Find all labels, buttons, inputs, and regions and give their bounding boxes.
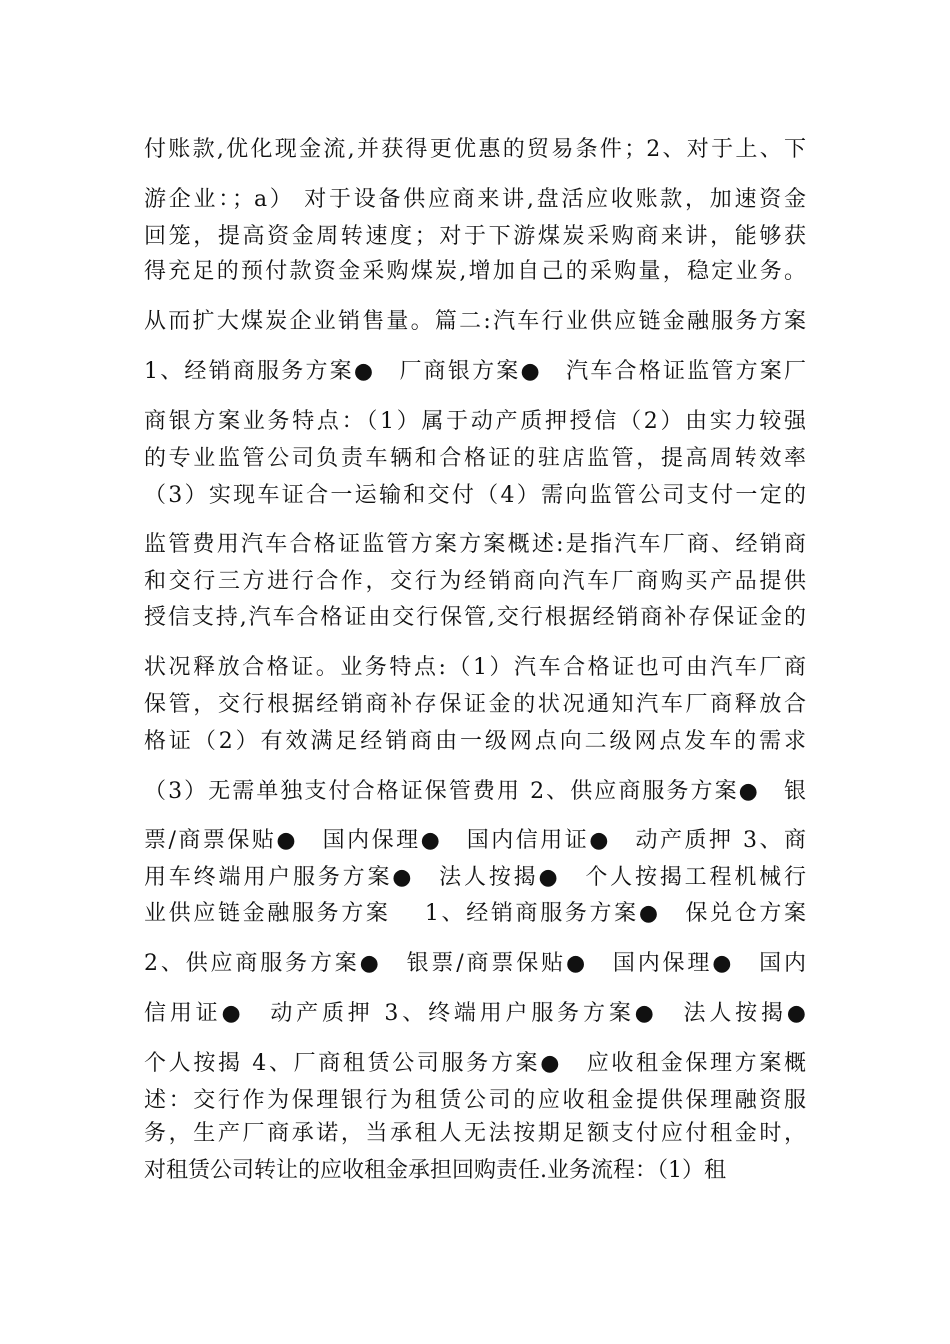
body-text-line: 述：交行作为保理银行为租赁公司的应收租金提供保理融资服	[144, 1088, 806, 1113]
body-text-line: 状况释放合格证。业务特点:（1）汽车合格证也可由汽车厂商	[144, 655, 806, 680]
body-text-line: 游企业：；a） 对于设备供应商来讲,盘活应收账款，加速资金	[144, 187, 806, 212]
body-text-line: 和交行三方进行合作，交行为经销商向汽车厂商购买产品提供	[144, 569, 806, 594]
body-text-line: 对租赁公司转让的应收租金承担回购责任.业务流程：（1）租	[144, 1158, 726, 1183]
body-text-line: 授信支持,汽车合格证由交行保管,交行根据经销商补存保证金的	[144, 605, 806, 630]
body-text-line: 信用证● 动产质押 3、终端用户服务方案● 法人按揭●	[144, 1001, 806, 1026]
body-text-line: 的专业监管公司负责车辆和合格证的驻店监管，提高周转效率	[144, 446, 806, 471]
body-text-line: 得充足的预付款资金采购煤炭,增加自己的采购量，稳定业务。	[144, 259, 806, 284]
body-text-line: 用车终端用户服务方案● 法人按揭● 个人按揭工程机械行	[144, 865, 806, 890]
body-text-line: 个人按揭 4、厂商租赁公司服务方案● 应收租金保理方案概	[144, 1051, 806, 1076]
body-text-line: 回笼，提高资金周转速度；对于下游煤炭采购商来讲，能够获	[144, 224, 806, 249]
body-text-line: 票/商票保贴● 国内保理● 国内信用证● 动产质押 3、商	[144, 828, 806, 853]
body-text-line: 付账款,优化现金流,并获得更优惠的贸易条件；2、对于上、下	[144, 137, 806, 162]
body-text-line: 1、经销商服务方案● 厂商银方案● 汽车合格证监管方案厂	[144, 359, 806, 384]
body-text-line: 商银方案业务特点：（1）属于动产质押授信（2）由实力较强	[144, 409, 806, 434]
body-text-line: 监管费用汽车合格证监管方案方案概述:是指汽车厂商、经销商	[144, 532, 806, 557]
body-text-line: 2、供应商服务方案● 银票/商票保贴● 国内保理● 国内	[144, 951, 806, 976]
body-text-line: 格证（2）有效满足经销商由一级网点向二级网点发车的需求	[144, 729, 806, 754]
body-text-line: （3）无需单独支付合格证保管费用 2、供应商服务方案● 银	[144, 779, 806, 804]
body-text-line: 务，生产厂商承诺，当承租人无法按期足额支付应付租金时，	[144, 1121, 806, 1146]
body-text-line: 从而扩大煤炭企业销售量。篇二:汽车行业供应链金融服务方案	[144, 309, 806, 334]
body-text-line: （3）实现车证合一运输和交付（4）需向监管公司支付一定的	[144, 483, 806, 508]
body-text-line: 业供应链金融服务方案 1、经销商服务方案● 保兑仓方案	[144, 901, 806, 926]
body-text-line: 保管，交行根据经销商补存保证金的状况通知汽车厂商释放合	[144, 692, 806, 717]
